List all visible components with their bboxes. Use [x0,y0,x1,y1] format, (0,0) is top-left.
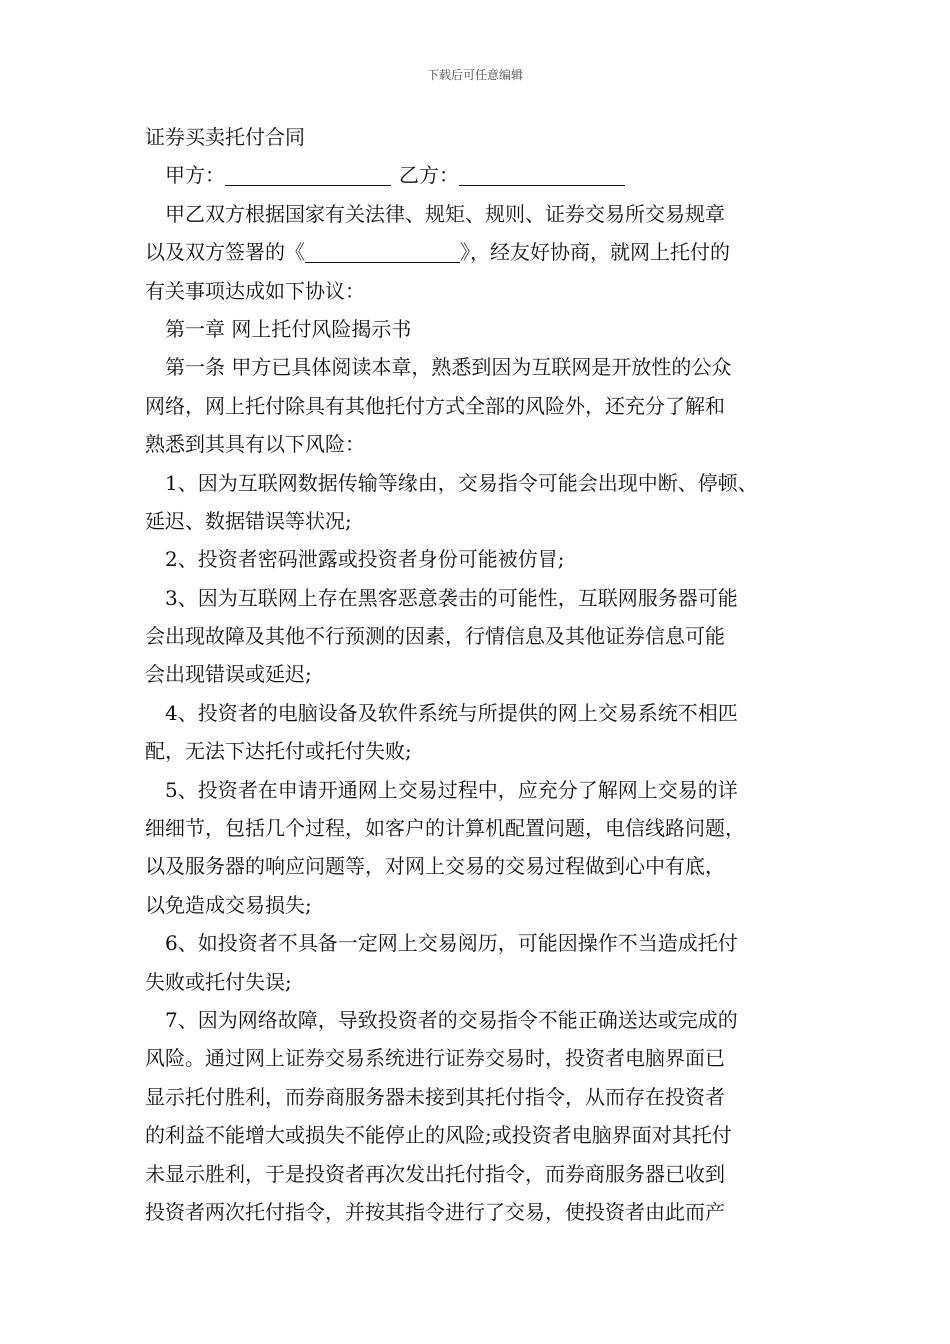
risk-item-7: 风险。通过网上证券交易系统进行证券交易时，投资者电脑界面已 [145,1046,725,1071]
article-line: 第一条 甲方已具体阅读本章，熟悉到因为互联网是开放性的公众 [165,355,732,380]
chapter-heading: 第一章 网上托付风险揭示书 [165,316,412,341]
risk-item-5: 以免造成交易损失; [145,892,312,917]
risk-item-6: 失败或托付失误; [145,969,292,994]
risk-item-5: 细细节，包括几个过程，如客户的计算机配置问题，电信线路问题， [145,816,745,841]
risk-item-5: 5、投资者在申请开通网上交易过程中，应充分了解网上交易的详 [165,777,738,802]
risk-item-4: 配，无法下达托付或托付失败; [145,739,412,764]
article-line: 网络，网上托付除具有其他托付方式全部的风险外，还充分了解和 [145,393,725,418]
contract-body [145,118,825,1231]
risk-item-7: 显示托付胜利，而券商服务器未接到其托付指令，从而存在投资者 [145,1084,725,1109]
page-header-note: 下载后可任意编辑 [426,68,523,82]
risk-item-7: 的利益不能增大或损失不能停止的风险;或投资者电脑界面对其托付 [145,1123,732,1148]
risk-item-5: 以及服务器的响应问题等，对网上交易的交易过程做到心中有底， [145,854,725,879]
party-a-label: 甲方： [165,163,225,188]
risk-item-7: 7、因为网络故障，导致投资者的交易指令不能正确送达或完成的 [165,1007,738,1032]
intro-line: 有关事项达成如下协议： [145,278,365,303]
party-line [145,156,825,194]
risk-item-7: 投资者两次托付指令，并按其指令进行了交易，使投资者由此而产 [145,1199,725,1224]
risk-item-2: 2、投资者密码泄露或投资者身份可能被仿冒; [165,547,565,572]
document-title: 证券买卖托付合同 [145,125,305,149]
risk-item-3: 会出现故障及其他不行预测的因素，行情信息及其他证券信息可能 [145,624,725,649]
party-b-label: 乙方： [399,163,459,188]
intro-line [145,233,825,271]
party-a-blank [225,161,391,186]
risk-item-4: 4、投资者的电脑设备及软件系统与所提供的网上交易系统不相匹 [165,700,738,725]
risk-item-1: 1、因为互联网数据传输等缘由，交易指令可能会出现中断、停顿、 [165,470,758,495]
party-b-blank [459,161,625,186]
risk-item-1: 延迟、数据错误等状况; [145,508,352,533]
risk-item-3: 会出现错误或延迟; [145,662,312,687]
intro-line: 甲乙双方根据国家有关法律、规矩、规则、证券交易所交易规章 [165,201,725,226]
intro-segment: 以及双方签署的《 [145,240,305,265]
article-line: 熟悉到其具有以下风险： [145,432,365,457]
risk-item-7: 未显示胜利，于是投资者再次发出托付指令，而券商服务器已收到 [145,1161,725,1186]
agreement-name-blank [305,238,460,263]
risk-item-6: 6、如投资者不具备一定网上交易阅历，可能因操作不当造成托付 [165,931,738,956]
intro-segment: 》，经友好协商，就网上托付的 [460,240,730,265]
risk-item-3: 3、因为互联网上存在黑客恶意袭击的可能性，互联网服务器可能 [165,585,738,610]
